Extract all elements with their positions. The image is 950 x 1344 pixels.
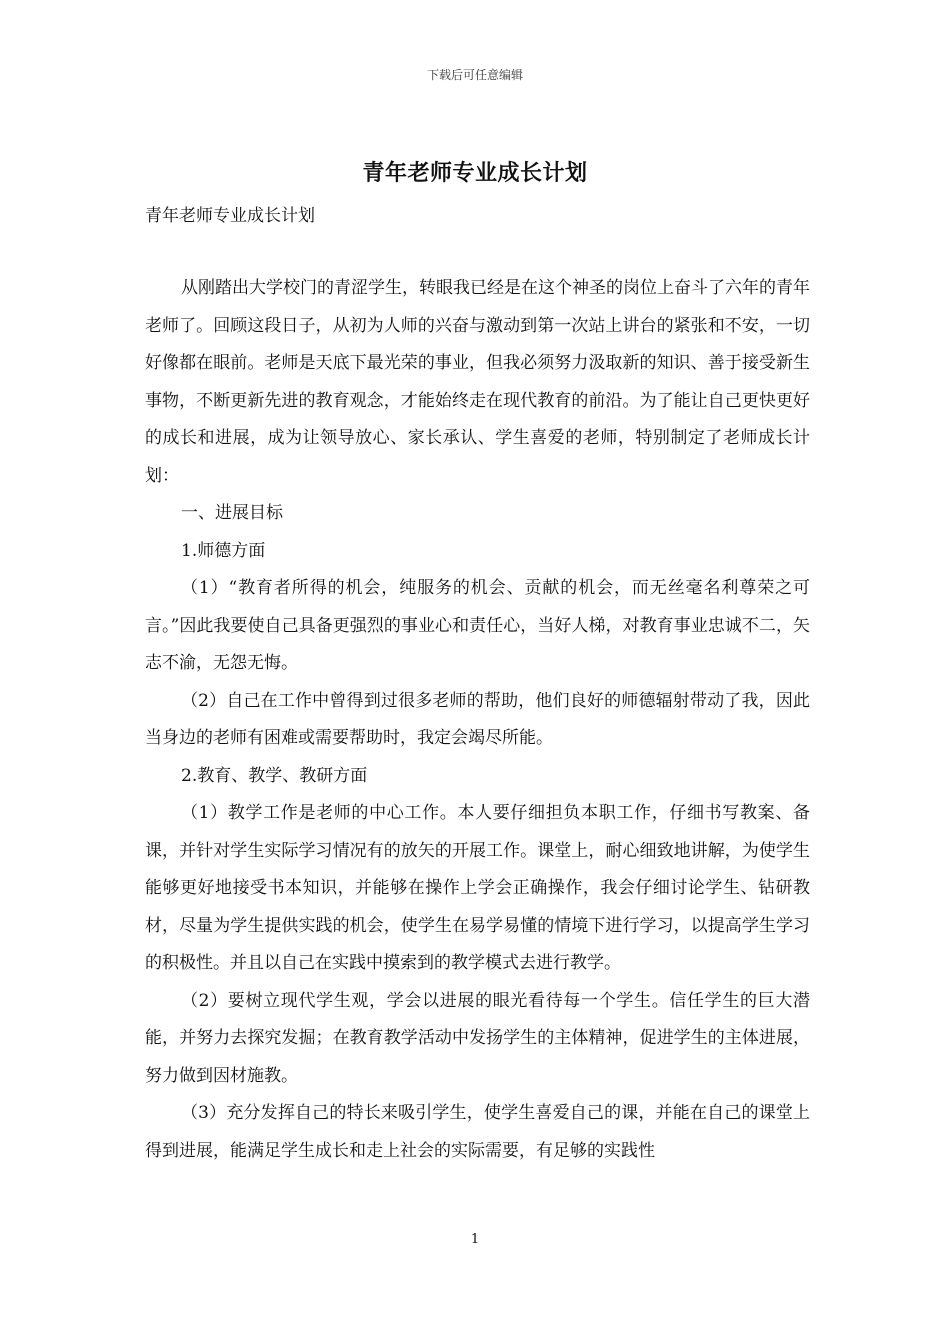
page-number: 1	[470, 1232, 480, 1247]
document-body	[145, 270, 810, 1170]
paragraph-teaching-1: （1）教学工作是老师的中心工作。本人要仔细担负本职工作，仔细书写教案、备课，并针对学生实际学习情况有的放矢的开展工作。课堂上，耐心细致地讲解，为使学生能够更好地接受书本知识，并能够在操作上学会正确操作，我会仔细讨论学生、钻研教材，尽量为学生提供实践的机会，使学生在易学易懂的情境下进行学习，以提高学生学习的积极性。并且以自己在实践中摸索到的教学模式去进行教学。	[145, 803, 810, 973]
heading-ethics: 1.师德方面	[181, 540, 266, 561]
paragraph-intro: 从刚踏出大学校门的青涩学生，转眼我已经是在这个神圣的岗位上奋斗了六年的青年老师了。回顾这段日子，从初为人师的兴奋与激动到第一次站上讲台的紧张和不安，一切好像都在眼前。老师是天底下最光荣的事业，但我必须努力汲取新的知识、善于接受新生事物，不断更新先进的教育观念，才能始终走在现代教育的前沿。为了能让自己更快更好的成长和进展，成为让领导放心、家长承认、学生喜爱的老师，特别制定了老师成长计划：	[145, 278, 810, 486]
paragraph-teaching-3: （3）充分发挥自己的特长来吸引学生，使学生喜爱自己的课，并能在自己的课堂上得到进展，能满足学生成长和走上社会的实际需要，有足够的实践性	[145, 1103, 810, 1161]
document-title: 青年老师专业成长计划	[362, 160, 588, 186]
paragraph-ethics-2: （2）自己在工作中曾得到过很多老师的帮助，他们良好的师德辐射带动了我，因此当身边的老师有困难或需要帮助时，我定会竭尽所能。	[145, 690, 810, 748]
heading-teaching: 2.教育、教学、教研方面	[181, 765, 368, 786]
header-note: 下载后可任意编辑	[426, 68, 523, 82]
heading-goals: 一、进展目标	[181, 503, 283, 523]
paragraph-teaching-2: （2）要树立现代学生观，学会以进展的眼光看待每一个学生。信任学生的巨大潜能，并努力去探究发掘；在教育教学活动中发扬学生的主体精神，促进学生的主体进展，努力做到因材施教。	[145, 990, 810, 1086]
document-subtitle: 青年老师专业成长计划	[145, 206, 315, 226]
paragraph-ethics-1: （1）“教育者所得的机会，纯服务的机会、贡献的机会，而无丝毫名利尊荣之可言。”因此我要使自己具备更强烈的事业心和责任心，当好人梯，对教育事业忠诚不二，矢志不渝，无怨无悔。	[145, 578, 810, 673]
